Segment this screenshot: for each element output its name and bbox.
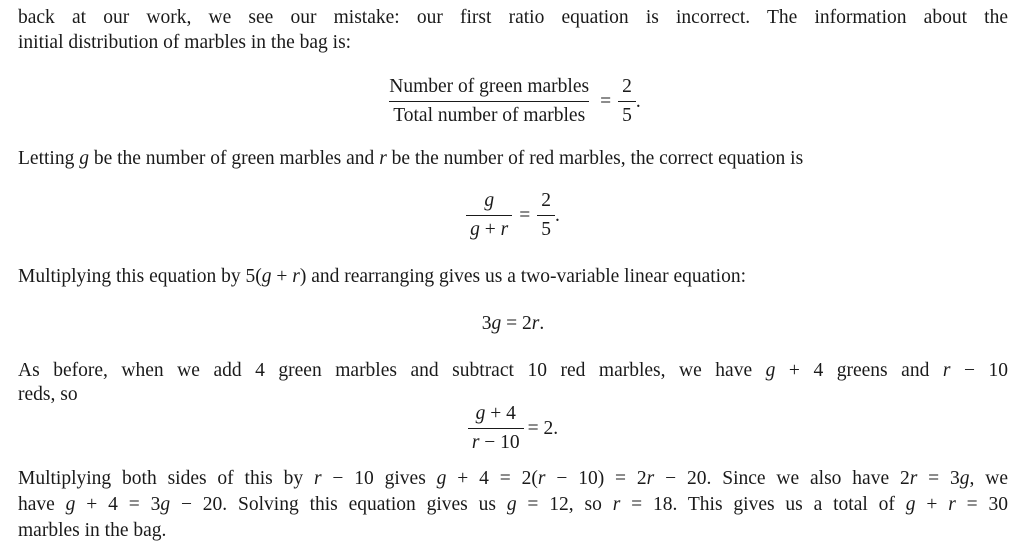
text-span: = 18. This gives us a total of — [620, 494, 906, 515]
period: . — [554, 204, 560, 226]
text-span: + 4 — [485, 403, 516, 424]
fraction-numerator — [472, 402, 520, 428]
var-g: g — [436, 468, 447, 489]
coefficient: 3 — [481, 313, 492, 334]
var-r: r — [471, 432, 480, 453]
text-span: be the number of green marbles and — [88, 148, 380, 169]
var-g: g — [491, 313, 502, 334]
paragraph-solving-line2 — [18, 493, 1008, 517]
fraction-g-over-sum — [466, 189, 512, 242]
text-span: Multiplying this equation by 5( — [18, 266, 262, 287]
equals-sign: = — [600, 90, 612, 112]
plus-sign: + — [271, 266, 293, 287]
text-span: reds, so — [18, 384, 78, 405]
paragraph-solving-line1 — [18, 467, 1008, 491]
period: . — [539, 313, 545, 334]
text-span: As before, when we add 4 green marbles and subtract 10 red marbles, we have — [18, 360, 766, 381]
var-g: g — [261, 266, 272, 287]
fraction-words — [385, 75, 593, 128]
equals-two: = 2. — [527, 417, 559, 439]
text-span: back at our work, we see our mistake: our first ratio equation is incorrect. The information about the — [18, 7, 1008, 28]
var-r: r — [612, 494, 621, 515]
var-g: g — [959, 468, 970, 489]
text-span: + 4 = 3 — [75, 494, 161, 515]
text-span: marbles in the bag. — [18, 520, 167, 541]
paragraph-solving-line3 — [18, 519, 1008, 543]
text-span: = 3 — [917, 468, 960, 489]
plus-sign: + — [479, 219, 501, 240]
fraction-numerator: 2 — [622, 76, 632, 97]
fraction-numerator: Number of green marbles — [389, 76, 590, 97]
var-g: g — [160, 494, 171, 515]
equals-sign: = — [519, 204, 531, 226]
equals-two: = 2 — [501, 313, 532, 334]
text-span: , we — [969, 468, 1009, 489]
fraction-denominator — [466, 215, 512, 242]
fraction-numerator — [480, 189, 498, 215]
fraction-numerator: 2 — [541, 190, 551, 211]
var-g: g — [475, 403, 486, 424]
text-span: = 30 — [955, 494, 1009, 515]
text-span: − 10 gives — [321, 468, 437, 489]
equation-ratio-words — [18, 75, 1008, 128]
equation-3g-equals-2r — [18, 312, 1008, 336]
paragraph-multiplying — [18, 265, 1008, 289]
text-span: + 4 greens and — [775, 360, 943, 381]
text-span: − 20. Solving this equation gives us — [170, 494, 507, 515]
var-r: r — [909, 468, 918, 489]
text-span: Multiplying both sides of this by — [18, 468, 314, 489]
text-span: be the number of red marbles, the correct equation is — [386, 148, 804, 169]
var-r: r — [537, 468, 546, 489]
text-span: = 12, so — [516, 494, 613, 515]
fraction-denominator: 5 — [618, 101, 636, 128]
var-g: g — [506, 494, 517, 515]
var-g: g — [484, 190, 495, 211]
var-r: r — [500, 219, 509, 240]
var-r: r — [942, 360, 951, 381]
var-g: g — [905, 494, 916, 515]
var-r: r — [292, 266, 300, 287]
var-g: g — [65, 494, 76, 515]
text-span: initial distribution of marbles in the bag is: — [18, 32, 352, 53]
var-r: r — [313, 468, 322, 489]
text-span: ) and rearranging gives us a two-variable linear equation: — [299, 266, 747, 287]
fraction-two-fifths — [618, 75, 636, 128]
text-span: − 10) = 2 — [545, 468, 647, 489]
paragraph-intro-line1 — [18, 6, 1008, 30]
period: . — [635, 90, 641, 112]
fraction-denominator — [468, 428, 524, 455]
var-g: g — [765, 360, 776, 381]
text-span: − 20. Since we also have 2 — [654, 468, 910, 489]
var-r: r — [531, 313, 540, 334]
fraction-two-fifths — [537, 189, 555, 242]
text-span: Letting — [18, 148, 80, 169]
fraction-denominator: 5 — [537, 215, 555, 242]
paragraph-letting — [18, 147, 1008, 171]
text-span: + 4 = 2( — [446, 468, 538, 489]
fraction-denominator: Total number of marbles — [389, 101, 589, 128]
equation-g-plus-4-over-r-minus-10 — [18, 402, 1008, 455]
paragraph-as-before-line1 — [18, 359, 1008, 383]
text-span: − 10 — [479, 432, 520, 453]
var-r: r — [948, 494, 956, 515]
var-g: g — [470, 219, 480, 240]
equation-g-over-g-plus-r — [18, 189, 1008, 242]
var-r: r — [379, 148, 387, 169]
var-g: g — [79, 148, 89, 169]
var-r: r — [646, 468, 655, 489]
text-span: have — [18, 494, 66, 515]
text-span: + — [915, 494, 949, 515]
fraction-shifted — [468, 402, 524, 455]
paragraph-intro-line2 — [18, 31, 1008, 55]
text-span: − 10 — [950, 360, 1009, 381]
